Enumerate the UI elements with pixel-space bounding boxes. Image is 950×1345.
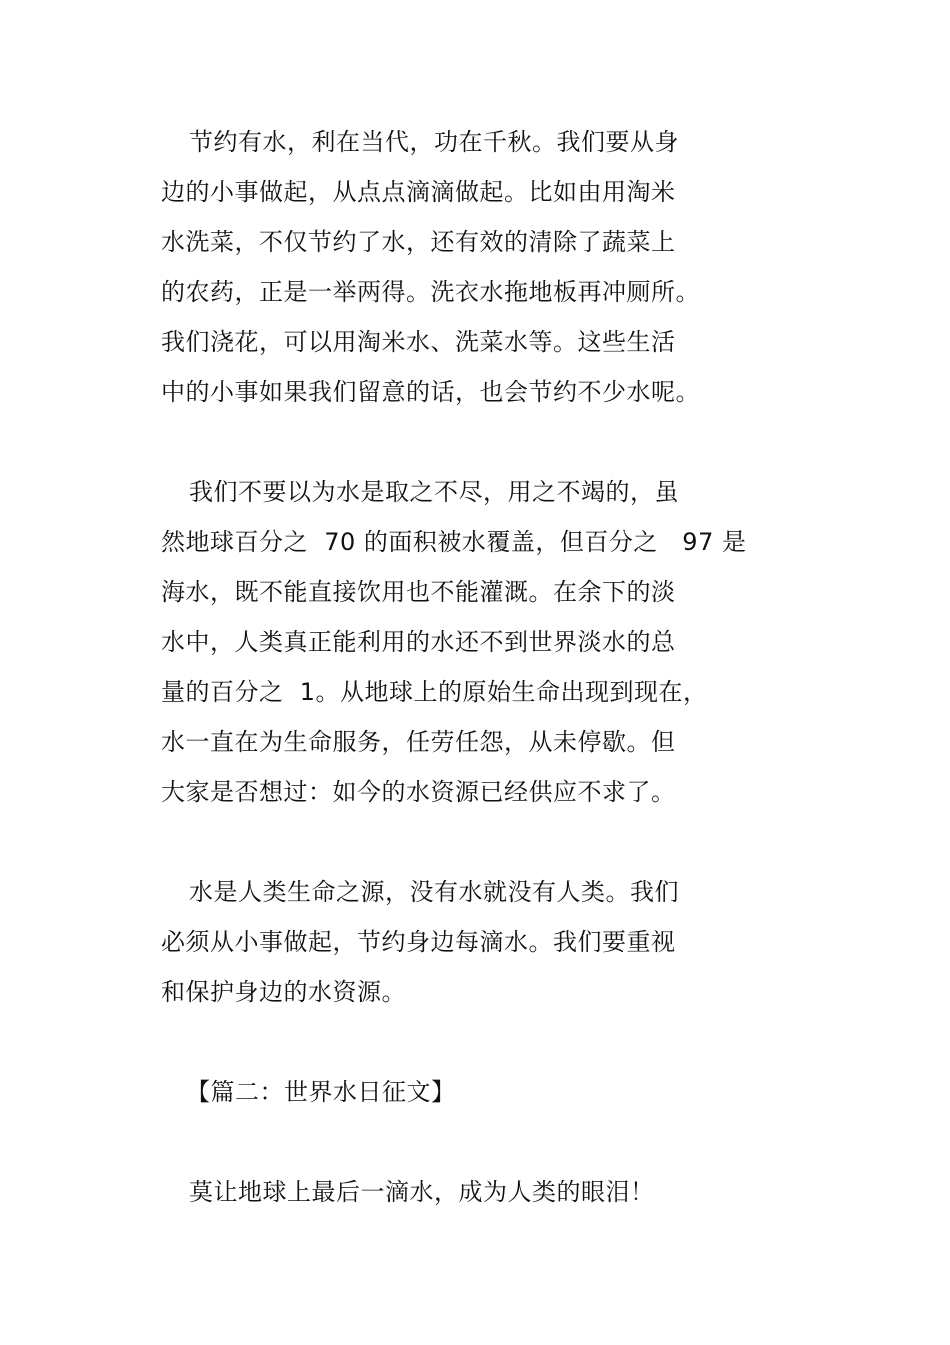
paragraph-1-line-6: 中的小事如果我们留意的话，也会节约不少水呢。 [161, 378, 700, 406]
paragraph-2-line-5: 量的百分之 1。从地球上的原始生命出现到现在， [161, 678, 708, 706]
paragraph-1-line-1: 节约有水，利在当代，功在千秋。我们要从身 [189, 128, 679, 156]
paragraph-2-line-4: 水中，人类真正能利用的水还不到世界淡水的总 [161, 628, 676, 656]
essay-title: 莫让地球上最后一滴水，成为人类的眼泪！ [189, 1178, 655, 1206]
paragraph-3-line-1: 水是人类生命之源，没有水就没有人类。我们 [189, 878, 679, 906]
paragraph-2-line-3: 海水，既不能直接饮用也不能灌溉。在余下的淡 [161, 578, 676, 606]
paragraph-1-line-5: 我们浇花，可以用淘米水、洗菜水等。这些生活 [161, 328, 676, 356]
paragraph-3-line-3: 和保护身边的水资源。 [161, 978, 406, 1006]
paragraph-1-line-4: 的农药，正是一举两得。洗衣水拖地板再冲厕所。 [161, 278, 700, 306]
section-heading: 【篇二：世界水日征文】 [186, 1078, 456, 1106]
paragraph-2-line-1: 我们不要以为水是取之不尽，用之不竭的，虽 [189, 478, 679, 506]
paragraph-2-line-6: 水一直在为生命服务，任劳任怨，从未停歇。但 [161, 728, 676, 756]
paragraph-2-line-2: 然地球百分之 70 的面积被水覆盖，但百分之 97 是 [161, 528, 747, 556]
paragraph-2-line-7: 大家是否想过：如今的水资源已经供应不求了。 [161, 778, 676, 806]
paragraph-1-line-3: 水洗菜，不仅节约了水，还有效的清除了蔬菜上 [161, 228, 676, 256]
paragraph-1-line-2: 边的小事做起，从点点滴滴做起。比如由用淘米 [161, 178, 676, 206]
paragraph-3-line-2: 必须从小事做起，节约身边每滴水。我们要重视 [161, 928, 676, 956]
